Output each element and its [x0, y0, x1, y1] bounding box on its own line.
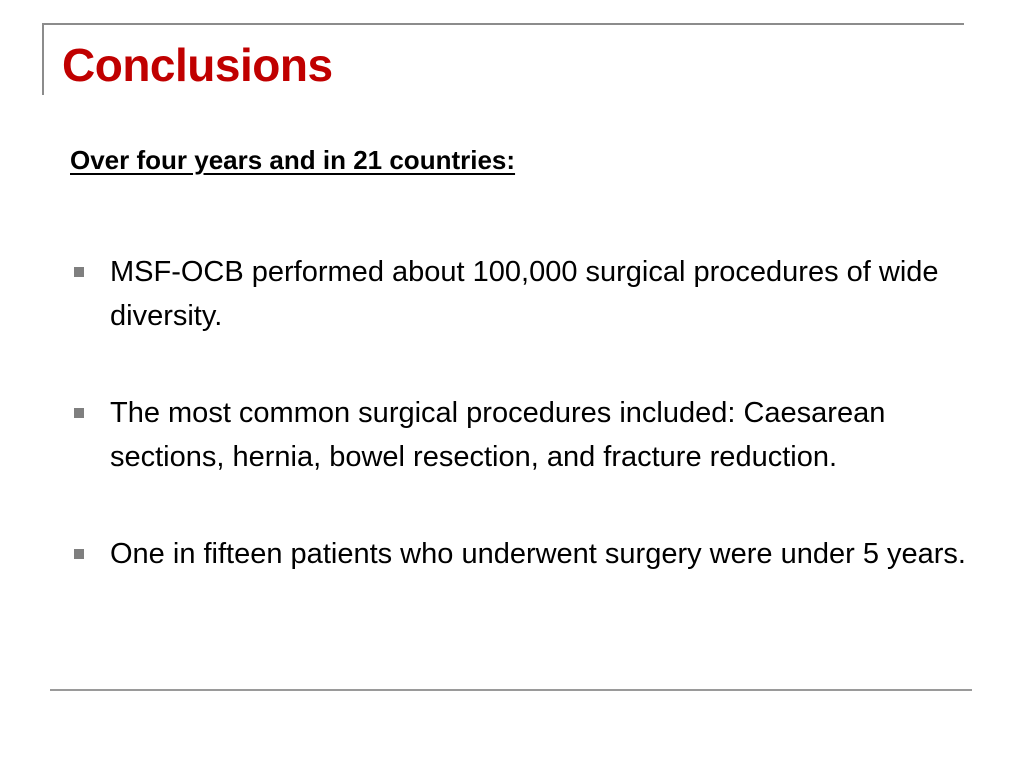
square-bullet-icon [74, 408, 84, 418]
bullet-item [70, 391, 975, 479]
bullet-text: The most common surgical procedures included: Caesarean sections, hernia, bowel resection, and fracture reduction. [110, 397, 886, 473]
title-frame-top-line [42, 23, 964, 25]
title-frame-left-line [42, 23, 44, 95]
slide-subheading: Over four years and in 21 countries: [70, 145, 516, 175]
bullet-list [70, 250, 975, 576]
bullet-text: MSF-OCB performed about 100,000 surgical procedures of wide diversity. [110, 256, 939, 332]
footer-divider-line [50, 689, 972, 691]
bullet-item [70, 532, 975, 576]
bullet-item [70, 250, 975, 338]
bullet-text: One in fifteen patients who underwent surgery were under 5 years. [110, 538, 966, 570]
square-bullet-icon [74, 267, 84, 277]
slide-title: Conclusions [62, 39, 333, 91]
square-bullet-icon [74, 549, 84, 559]
